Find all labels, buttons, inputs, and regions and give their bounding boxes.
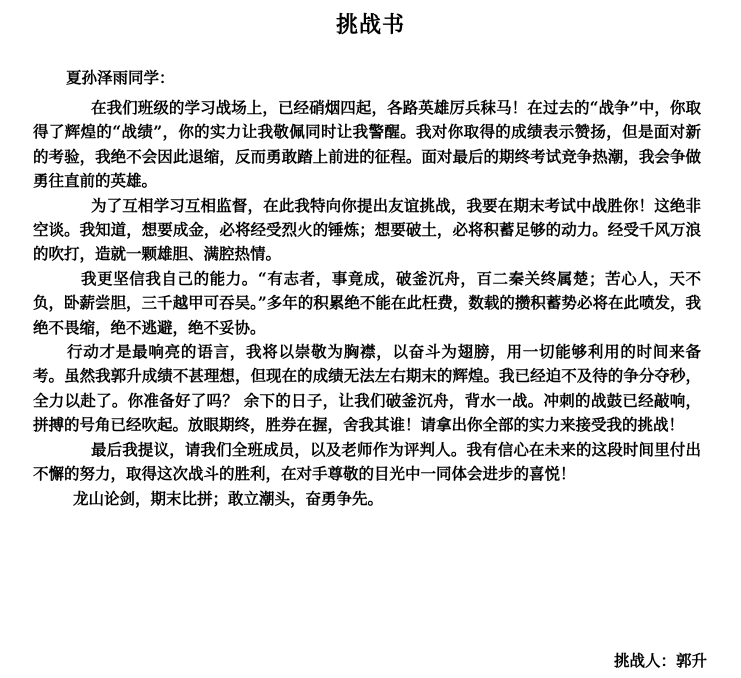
salutation: 夏孙泽雨同学： [66,68,175,87]
paragraph-2: 为了互相学习互相监督，在此我特向你提出友谊挑战，我要在期末考试中战胜你！这绝非空谈。我知道，想要成金，必将经受烈火的锤炼；想要破土，必将积蓄足够的动力。经受千风万浪的吹打，造就一颗雄胆、满腔热情。 [33,195,701,264]
paragraph-4: 行动才是最响亮的语言，我将以崇敬为胸襟，以奋斗为翅膀，用一切能够利用的时间来备考。虽然我郭升成绩不甚理想，但现在的成绩无法左右期末的辉煌。我已经迫不及待的争分夺秒，全力以赴了。你准备好了吗？ 余下的日子，让我们破釜沉舟，背水一战。冲刺的战鼓已经敲响，拼搏的号角已经吹起。放眼期终，胜券在握，舍我其谁！请拿出你全部的实力来接受我的挑战！ [33,342,701,435]
document-body [33,96,701,511]
document-title: 挑战书 [335,12,405,38]
signature: 挑战人：郭升 [613,651,707,670]
paragraph-1: 在我们班级的学习战场上，已经硝烟四起，各路英雄厉兵秣马！在过去的“战争”中，你取得了辉煌的“战绩”，你的实力让我敬佩同时让我警醒。我对你取得的成绩表示赞扬，但是面对新的考验，我绝不会因此退缩，反而勇敢踏上前进的征程。面对最后的期终考试竞争热潮，我会争做勇往直前的英雄。 [33,98,701,191]
paragraph-6: 龙山论剑，期末比拼；敢立潮头，奋勇争先。 [73,488,384,508]
paragraph-5: 最后我提议，请我们全班成员，以及老师作为评判人。我有信心在未来的这段时间里付出不懈的努力，取得这次战斗的胜利，在对手尊敬的目光中一同体会进步的喜悦！ [33,439,701,484]
paragraph-3: 我更坚信我自己的能力。“有志者，事竟成，破釜沉舟，百二秦关终属楚；苦心人，天不负，卧薪尝胆，三千越甲可吞吴。”多年的积累绝不能在此枉费，数载的攒积蓄势必将在此喷发，我绝不畏缩，绝不逃避，绝不妥协。 [33,268,701,337]
